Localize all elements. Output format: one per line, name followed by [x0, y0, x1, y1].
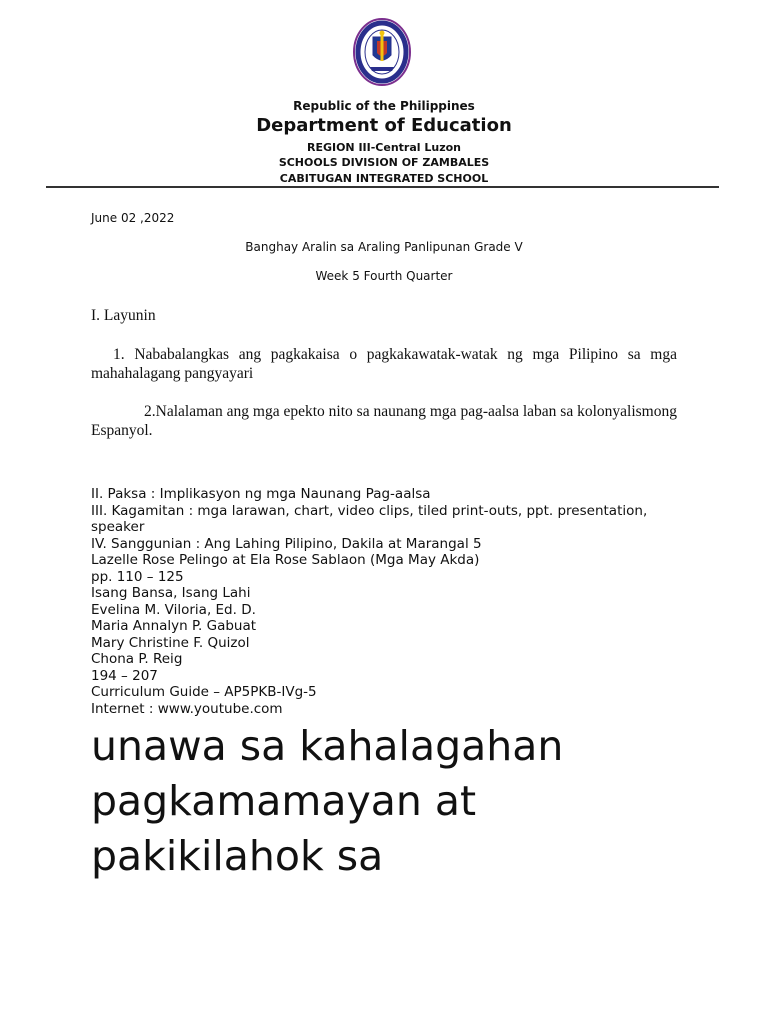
detail-pages-1: pp. 110 – 125 [91, 568, 184, 585]
section-layunin-heading: I. Layunin [91, 307, 156, 324]
detail-pages-2: 194 – 207 [91, 667, 158, 684]
document-week: Week 5 Fourth Quarter [315, 269, 453, 283]
large-text-line: pagkamamayan at [91, 777, 477, 825]
detail-curriculum-guide: Curriculum Guide – AP5PKB-IVg-5 [91, 684, 317, 700]
document-title: Banghay Aralin sa Araling Panlipunan Grade V [245, 240, 523, 254]
header-divider [46, 186, 719, 188]
deped-seal-logo [352, 17, 412, 87]
detail-internet: Internet : www.youtube.com [91, 700, 283, 717]
objective-1: 1. Nababalangkas ang pagkakaisa o pagkakawatak-watak ng mga Pilipino sa mga mahahalagang pangyayari [91, 346, 677, 382]
large-text-line: pakikilahok sa [91, 832, 384, 880]
detail-paksa: II. Paksa : Implikasyon ng mga Naunang Pag-aalsa [91, 486, 431, 502]
header-department: Department of Education [256, 115, 512, 136]
document-date: June 02 ,2022 [91, 211, 175, 225]
detail-sanggunian: IV. Sanggunian : Ang Lahing Pilipino, Dakila at Marangal 5 [91, 535, 482, 552]
detail-author-reig: Chona P. Reig [91, 651, 183, 667]
header-region: REGION III-Central Luzon [306, 141, 462, 154]
header-division: SCHOOLS DIVISION OF ZAMBALES [278, 156, 490, 169]
detail-book-2: Isang Bansa, Isang Lahi [91, 585, 251, 601]
header-republic: Republic of the Philippines [293, 99, 475, 113]
large-text-block [91, 719, 563, 884]
detail-kagamitan: III. Kagamitan : mga larawan, chart, video clips, tiled print-outs, ppt. presentation, speaker [91, 502, 648, 535]
detail-author-viloria: Evelina M. Viloria, Ed. D. [91, 601, 256, 618]
objective-2: 2.Nalalaman ang mga epekto nito sa naunang mga pag-aalsa laban sa kolonyalismong Espanyol. [91, 403, 677, 439]
header-school: CABITUGAN INTEGRATED SCHOOL [279, 172, 489, 185]
detail-author-gabuat: Maria Annalyn P. Gabuat [91, 618, 257, 634]
detail-authors-1: Lazelle Rose Pelingo at Ela Rose Sablaon (Mga May Akda) [91, 552, 480, 568]
detail-author-quizol: Mary Christine F. Quizol [91, 634, 250, 651]
large-text-line: unawa sa kahalagahan [91, 722, 564, 770]
lesson-details-list [91, 486, 671, 717]
